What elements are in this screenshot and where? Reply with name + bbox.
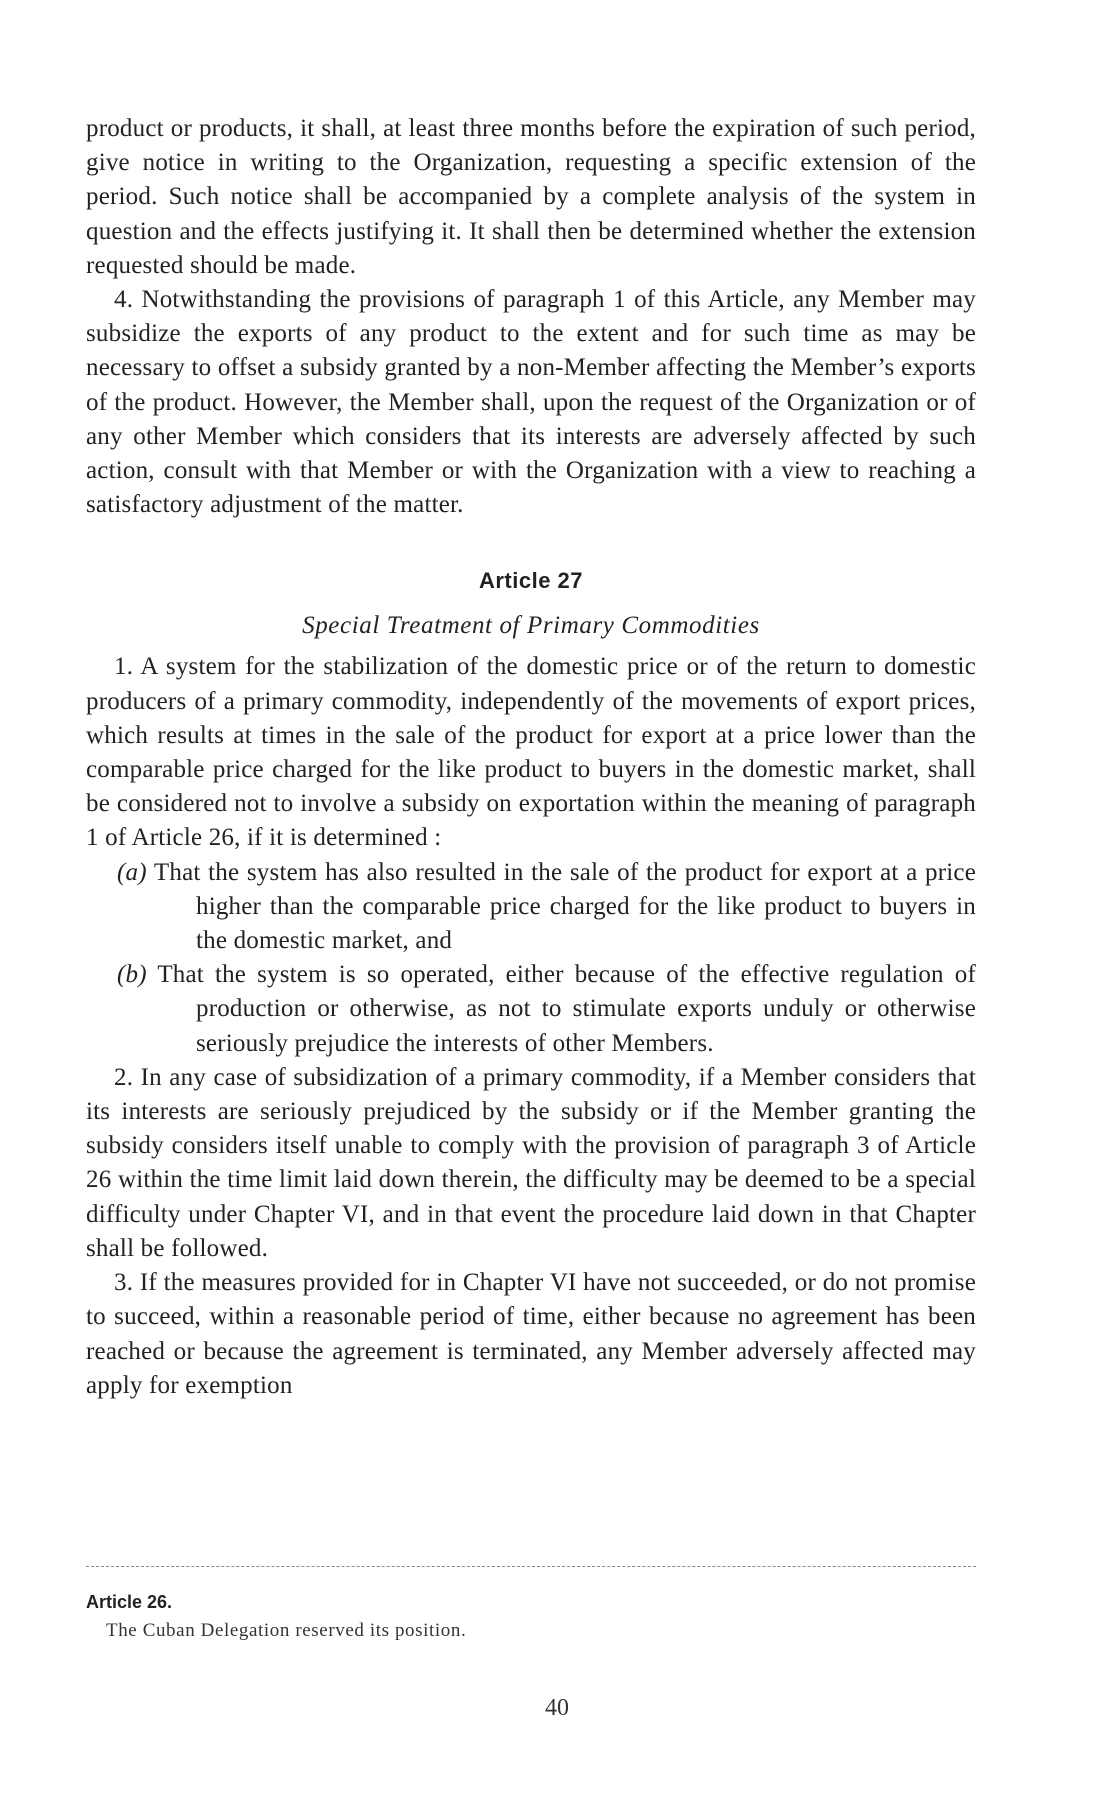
footnote-divider [86, 1566, 976, 1567]
list-text-a: That the system has also resulted in the sale of the product for export at a price higher than the comparable price charged for the like product to buyers in the domestic market, and [153, 858, 976, 955]
document-body [86, 112, 976, 1403]
list-item-b [86, 958, 976, 1061]
list-item-a [86, 856, 976, 959]
paragraph-4: 4. Notwithstanding the provisions of paragraph 1 of this Article, any Member may subsidize the exports of any product to the extent and for such time as may be necessary to offset a subsidy granted by a non-Member affecting the Member’s exports of the product. However, the Member shall, upon the request of the Organization or of any other Member which considers that its interests are adversely affected by such action, consult with that Member or with the Organization with a view to reaching a satisfactory adjustment of the matter. [86, 286, 976, 519]
article-paragraph-3: 3. If the measures provided for in Chapter VI have not succeeded, or do not promise to succeed, within a reasonable period of time, either because no agreement has been reached or because the agreement is terminated, any Member adversely affected may apply for exemption [86, 1269, 976, 1399]
footnote-heading: Article 26. [86, 1592, 173, 1612]
list-marker-a: (a) [117, 858, 147, 886]
article-subtitle: Special Treatment of Primary Commodities [302, 612, 760, 640]
list-text-b: That the system is so operated, either because of the effective regulation of production or otherwise, as not to stimulate exports unduly or otherwise seriously prejudice the interests of other Members. [157, 961, 976, 1057]
opening-paragraph: product or products, it shall, at least three months before the expiration of such period, give notice in writing to the Organization, requesting a specific extension of the period. Such notice shall be accompanied by a complete analysis of the system in question and the effects justifying it. It shall then be determined whether the extension requested should be made. [86, 115, 976, 279]
footnote-text: The Cuban Delegation reserved its position. [106, 1620, 467, 1641]
list-marker-b: (b) [117, 961, 147, 989]
article-paragraph-1: 1. A system for the stabilization of the domestic price or of the return to domestic producers of a primary commodity, independently of the movements of export prices, which results at times in the sale of the product for export at a price lower than the comparable price charged for the like product to buyers in the domestic market, shall be considered not to involve a subsidy on exportation within the meaning of paragraph 1 of Article 26, if it is determined : [86, 653, 976, 852]
article-paragraph-2: 2. In any case of subsidization of a primary commodity, if a Member considers that its interests are seriously prejudiced by the subsidy or if the Member granting the subsidy considers itself unable to comply with the provision of paragraph 3 of Article 26 within the time limit laid down therein, the difficulty may be deemed to be a special difficulty under Chapter VI, and in that event the procedure laid down in that Chapter shall be followed. [86, 1063, 976, 1262]
article-title: Article 27 [478, 568, 584, 594]
page-number: 40 [545, 1695, 569, 1721]
